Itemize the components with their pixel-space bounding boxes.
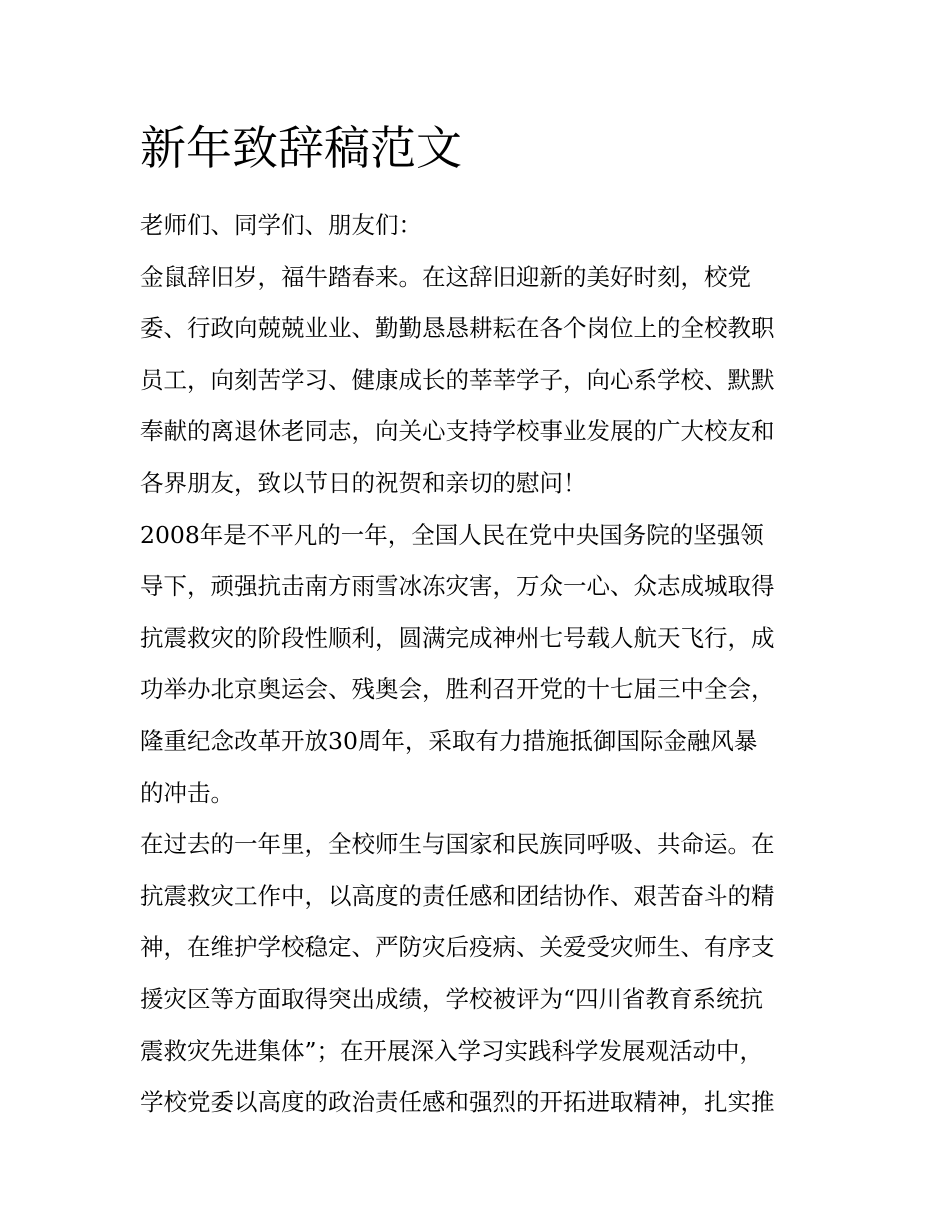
body-line: 员工，向刻苦学习、健康成长的莘莘学子，向心系学校、默默 bbox=[140, 365, 775, 394]
body-line: 委、行政向兢兢业业、勤勤恳恳耕耘在各个岗位上的全校教职 bbox=[140, 314, 775, 343]
body-line: 老师们、同学们、朋友们： bbox=[140, 211, 422, 239]
body-line: 导下，顽强抗击南方雨雪冰冻灾害，万众一心、众志成城取得 bbox=[140, 572, 775, 601]
body-line: 援灾区等方面取得突出成绩，学校被评为“四川省教育系统抗 bbox=[140, 984, 764, 1013]
body-line: 抗震救灾工作中，以高度的责任感和团结协作、艰苦奋斗的精 bbox=[140, 881, 775, 910]
body-line: 各界朋友，致以节日的祝贺和亲切的慰问！ bbox=[140, 468, 587, 497]
body-line: 隆重纪念改革开放30周年，采取有力措施抵御国际金融风暴 bbox=[140, 726, 758, 755]
body-line: 震救灾先进集体”；在开展深入学习实践科学发展观活动中， bbox=[140, 1036, 764, 1065]
body-line: 2008年是不平凡的一年，全国人民在党中央国务院的坚强领 bbox=[140, 520, 764, 549]
body-line: 抗震救灾的阶段性顺利，圆满完成神州七号载人航天飞行，成 bbox=[140, 623, 775, 652]
body-line: 学校党委以高度的政治责任感和强烈的开拓进取精神，扎实推 bbox=[140, 1088, 775, 1117]
body-line: 在过去的一年里，全校师生与国家和民族同呼吸、共命运。在 bbox=[140, 830, 775, 859]
document-body bbox=[140, 200, 820, 1129]
body-line: 神，在维护学校稳定、严防灾后疫病、关爱受灾师生、有序支 bbox=[140, 933, 775, 962]
body-line: 金鼠辞旧岁，福牛踏春来。在这辞旧迎新的美好时刻，校党 bbox=[140, 262, 751, 291]
body-line: 的冲击。 bbox=[140, 778, 234, 807]
body-line: 奉献的离退休老同志，向关心支持学校事业发展的广大校友和 bbox=[140, 417, 775, 446]
document-title: 新年致辞稿范文 bbox=[140, 121, 462, 175]
body-line: 功举办北京奥运会、残奥会，胜利召开党的十七届三中全会， bbox=[140, 675, 775, 704]
